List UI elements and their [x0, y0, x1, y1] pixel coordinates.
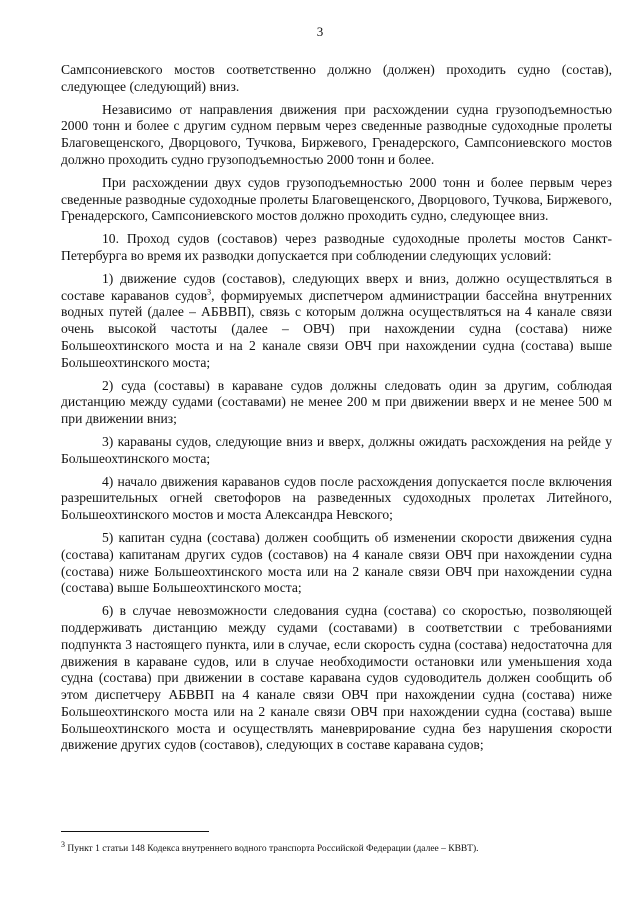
paragraph-text: , формируемых диспетчером администрации бассейна внутренних водных путей (далее – АБВВП), связь с которым должна осуществляться на 4 канале связи очень высокой частоты (далее – ОВЧ) при нахождении судна (состава) ниже Большеохтинского моста и на 2 канале связи ОВЧ при нахождении судна (состава) выше Большеохтинского моста;	[61, 287, 612, 370]
footnote-reference: 3	[207, 287, 212, 297]
paragraph: 4) начало движения караванов судов после расхождения допускается после включения разрешительных огней светофоров на разведенных судоходных пролетах Литейного, Большеохтинского мостов и моста Александра Невского;	[61, 473, 612, 523]
paragraph: 6) в случае невозможности следования судна (состава) со скоростью, позволяющей поддерживать дистанцию между судами (составами) в соответствии с требованиями подпункта 3 настоящего пункта, или в случае, если скорость судна (состава) недостаточна для движения в караване судов, или в случае необходимости остановки или уменьшения хода судна (состава) при движении в составе каравана судов судоводитель должен сообщить об этом диспетчеру АБВВП на 4 канале связи ОВЧ при нахождении судна (состава) ниже Большеохтинского моста или на 2 канале связи ОВЧ при нахождении судна (состава) выше Большеохтинского моста и осуществлять маневрирование судна без нарушения скорости движение других судов (составов), следующих в составе каравана судов;	[61, 603, 612, 753]
paragraph: 3) караваны судов, следующие вниз и вверх, должны ожидать расхождения на рейде у Большеохтинского моста;	[61, 433, 612, 466]
footnote	[61, 839, 612, 855]
document-body	[61, 62, 612, 754]
footnote-text: Пункт 1 статьи 148 Кодекса внутреннего водного транспорта Российской Федерации (далее – КВВТ).	[65, 844, 479, 854]
paragraph	[61, 271, 612, 372]
footnote-divider	[61, 831, 209, 832]
paragraph: Сампсониевского мостов соответственно должно (должен) проходить судно (состав), следующее (следующий) вниз.	[61, 62, 612, 94]
paragraph: 10. Проход судов (составов) через разводные судоходные пролеты мостов Санкт-Петербурга во время их разводки допускается при соблюдении следующих условий:	[61, 231, 612, 263]
paragraph: 5) капитан судна (состава) должен сообщить об изменении скорости движения судна (состава) капитанам других судов (составов) на 4 канале связи ОВЧ при нахождении судна (состава) ниже Большеохтинского моста или на 2 канале связи ОВЧ при нахождении судна (состава) выше Большеохтинского моста;	[61, 529, 612, 596]
page-number: 3	[316, 24, 324, 39]
paragraph: 2) суда (составы) в караване судов должны следовать один за другим, соблюдая дистанцию между судами (составами) не менее 200 м при движении вверх и не менее 500 м при движении вниз;	[61, 377, 612, 427]
footnote-marker: 3	[61, 839, 65, 849]
paragraph-text: 1) движение судов (составов), следующих вверх и вниз, должно осуществляться в составе караванов судов	[61, 270, 612, 303]
paragraph: Независимо от направления движения при расхождении судна грузоподъемностью 2000 тонн и более с другим судном первым через сведенные разводные судоходные пролеты Благовещенского, Дворцового, Тучкова, Биржевого, Гренадерского, Сампсониевского мостов должно проходить судно грузоподъемностью 2000 тонн и более.	[61, 101, 612, 167]
paragraph: При расхождении двух судов грузоподъемностью 2000 тонн и более первым через сведенные разводные судоходные пролеты Благовещенского, Дворцового, Тучкова, Биржевого, Гренадерского, Сампсониевского мостов должно проходить судно, следующее вниз.	[61, 174, 612, 224]
